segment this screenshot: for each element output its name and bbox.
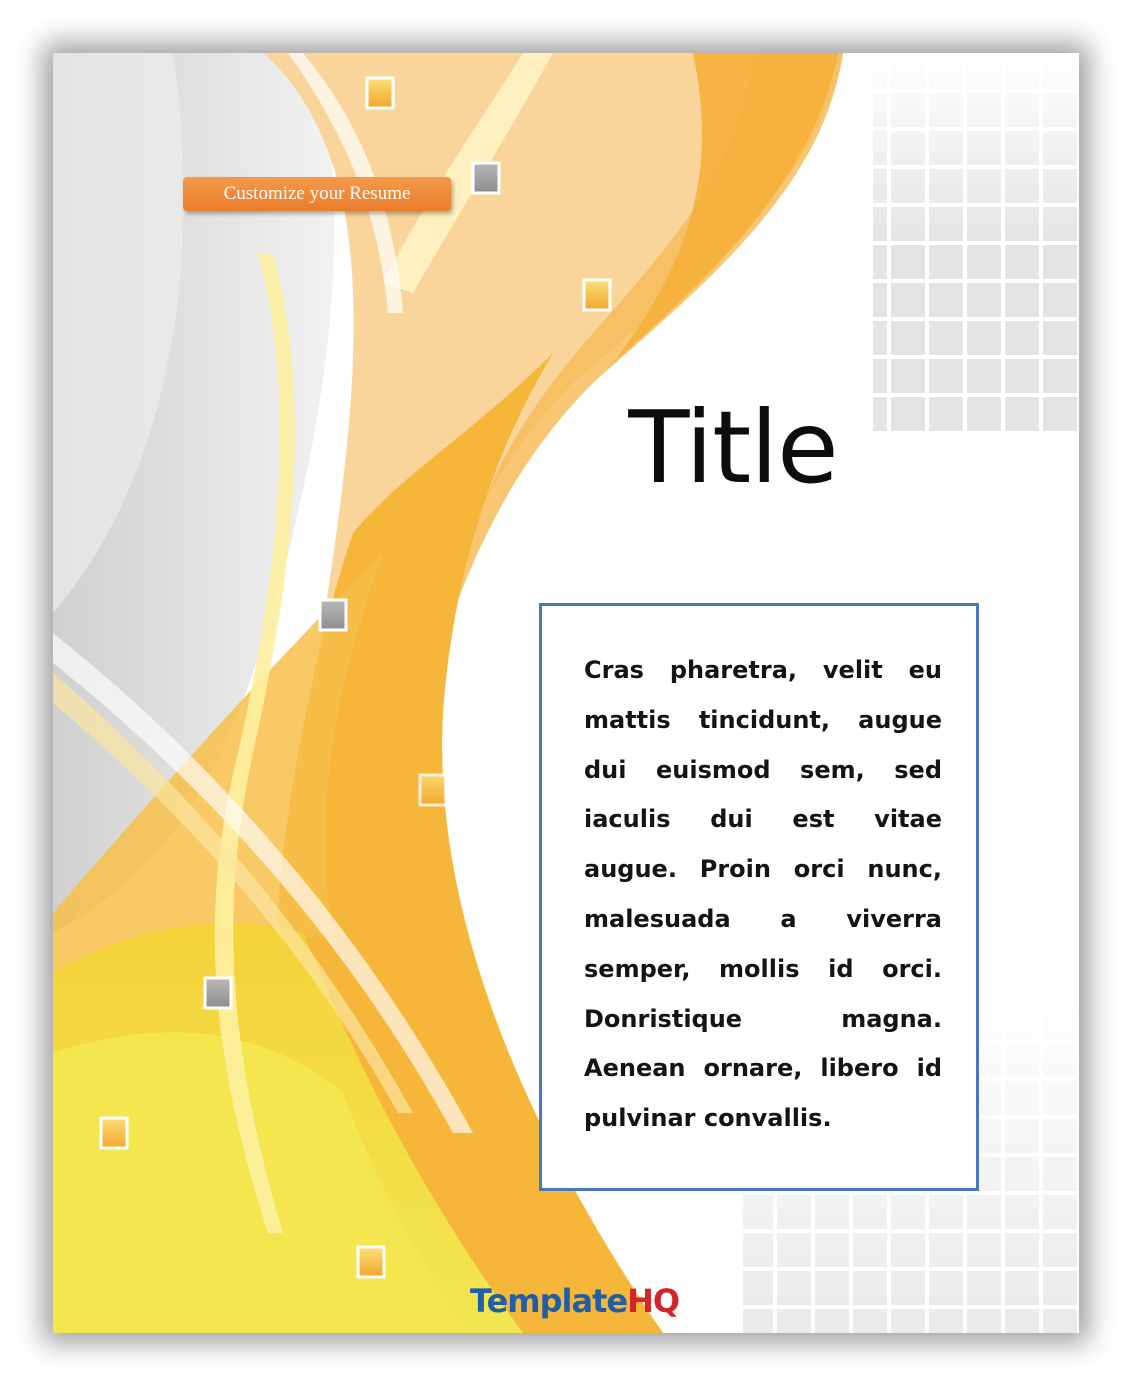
cover-page <box>53 53 1079 1333</box>
body-text-box <box>539 603 979 1191</box>
logo-text-hq: HQ <box>627 1282 680 1320</box>
customize-resume-button[interactable]: Customize your Resume <box>183 177 451 211</box>
templatehq-logo <box>470 1282 680 1320</box>
body-paragraph: Cras pharetra, velit eu mattis tincidunt, augue dui euismod sem, sed iaculis dui est vitae augue. Proin orci nunc, malesuada a viverra semper, mollis id orci. Donristique magna. Aenean ornare, libero id pulvinar convallis. <box>584 656 942 1133</box>
logo-text-template: Template <box>470 1282 628 1320</box>
page-title: Title <box>628 389 838 506</box>
